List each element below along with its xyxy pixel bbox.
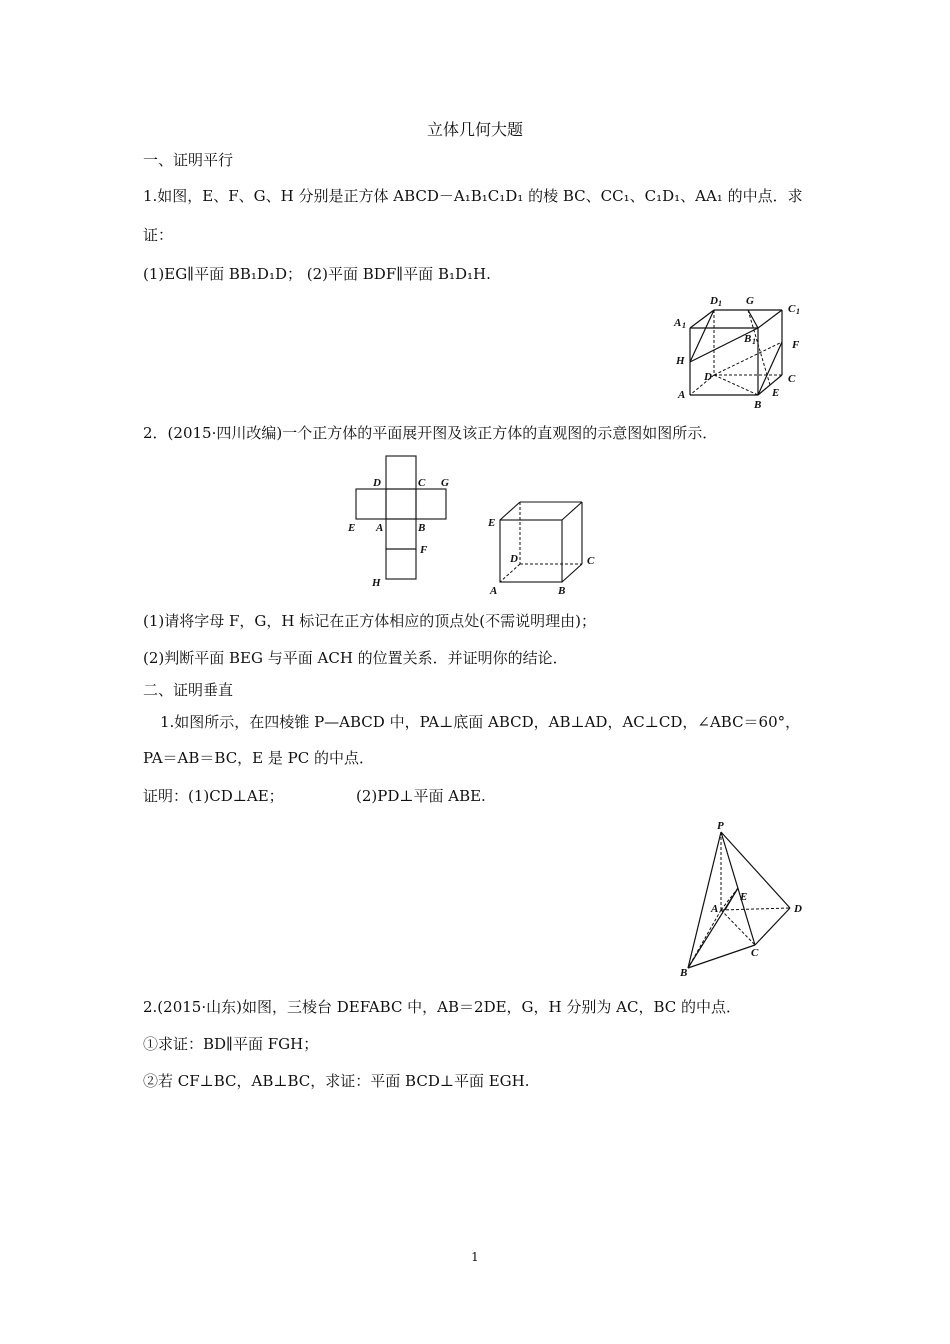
section-heading-parallel: 一、证明平行 — [143, 151, 234, 169]
svg-text:1: 1 — [752, 337, 756, 346]
label-a1: A — [674, 317, 682, 329]
page-number: 1 — [471, 1250, 479, 1264]
problem-3-stem-cont: PA＝AB＝BC，E 是 PC 的中点． — [143, 749, 375, 767]
problem-1-stem: 1.如图，E、F、G、H 分别是正方体 ABCD－A₁B₁C₁D₁ 的棱 BC、CC₁、C₁D₁、AA₁ 的中点．求 — [143, 187, 803, 205]
problem-3-stem: 1.如图所示，在四棱锥 P—ABCD 中，PA⊥底面 ABCD，AB⊥AD，AC⊥CD，∠ABC＝60°， — [160, 713, 801, 731]
label-e: E — [772, 387, 780, 399]
net-label-e: E — [348, 522, 356, 534]
label-d: D — [704, 371, 712, 383]
problem-3-proof-part1: 证明：(1)CD⊥AE； — [143, 787, 284, 805]
net-label-b: B — [418, 522, 426, 534]
section-heading-perpendicular: 二、证明垂直 — [143, 681, 234, 699]
problem-2-part2: (2)判断平面 BEG 与平面 ACH 的位置关系．并证明你的结论． — [143, 649, 568, 667]
cube2-label-b: B — [558, 585, 566, 597]
problem-4-part1: ①求证：BD∥平面 FGH； — [143, 1035, 319, 1053]
page-title: 立体几何大题 — [426, 120, 523, 139]
pyramid-label-b: B — [680, 967, 688, 979]
pyramid-label-d: D — [794, 903, 802, 915]
pyramid-figure — [675, 820, 810, 980]
problem-1-parts: (1)EG∥平面 BB₁D₁D； (2)平面 BDF∥平面 B₁D₁H. — [143, 265, 491, 283]
net-label-c: C — [418, 477, 426, 489]
label-b1: B — [744, 333, 752, 345]
label-c1: C — [788, 303, 796, 315]
label-h: H — [676, 355, 685, 367]
svg-text:1: 1 — [718, 299, 722, 308]
cube2-label-c: C — [587, 555, 595, 567]
pyramid-label-e: E — [740, 891, 748, 903]
problem-4-part2: ②若 CF⊥BC，AB⊥BC，求证：平面 BCD⊥平面 EGH. — [143, 1072, 530, 1090]
label-a: A — [678, 389, 686, 401]
cube2-label-d: D — [510, 553, 518, 565]
cube-figure-1 — [670, 290, 810, 410]
problem-4-stem: 2.(2015·山东)如图，三棱台 DEFABC 中，AB＝2DE，G，H 分别为 AC，BC 的中点． — [143, 998, 742, 1016]
cube-net-figure — [340, 452, 460, 592]
problem-3-proof-part2: (2)PD⊥平面 ABE. — [356, 787, 486, 805]
net-label-h: H — [372, 577, 381, 589]
problem-2-part1: (1)请将字母 F，G，H 标记在正方体相应的顶点处(不需说明理由)； — [143, 612, 596, 630]
net-label-a: A — [376, 522, 384, 534]
net-label-g: G — [441, 477, 449, 489]
net-label-d: D — [373, 477, 381, 489]
problem-2-stem: 2．(2015·四川改编)一个正方体的平面展开图及该正方体的直观图的示意图如图所示． — [143, 424, 718, 442]
label-c: C — [788, 373, 796, 385]
label-d1: D — [710, 295, 718, 307]
label-f: F — [792, 339, 800, 351]
cube2-label-e: E — [488, 517, 496, 529]
pyramid-label-c: C — [751, 947, 759, 959]
problem-1-stem-cont: 证： — [143, 226, 174, 244]
label-b: B — [754, 399, 762, 410]
svg-text:1: 1 — [682, 321, 686, 330]
svg-text:1: 1 — [796, 307, 800, 316]
net-label-f: F — [420, 544, 428, 556]
pyramid-label-p: P — [717, 820, 724, 832]
cube2-label-a: A — [490, 585, 498, 597]
label-g: G — [746, 295, 754, 307]
pyramid-label-a: A — [711, 903, 719, 915]
cube-figure-2 — [484, 490, 604, 600]
